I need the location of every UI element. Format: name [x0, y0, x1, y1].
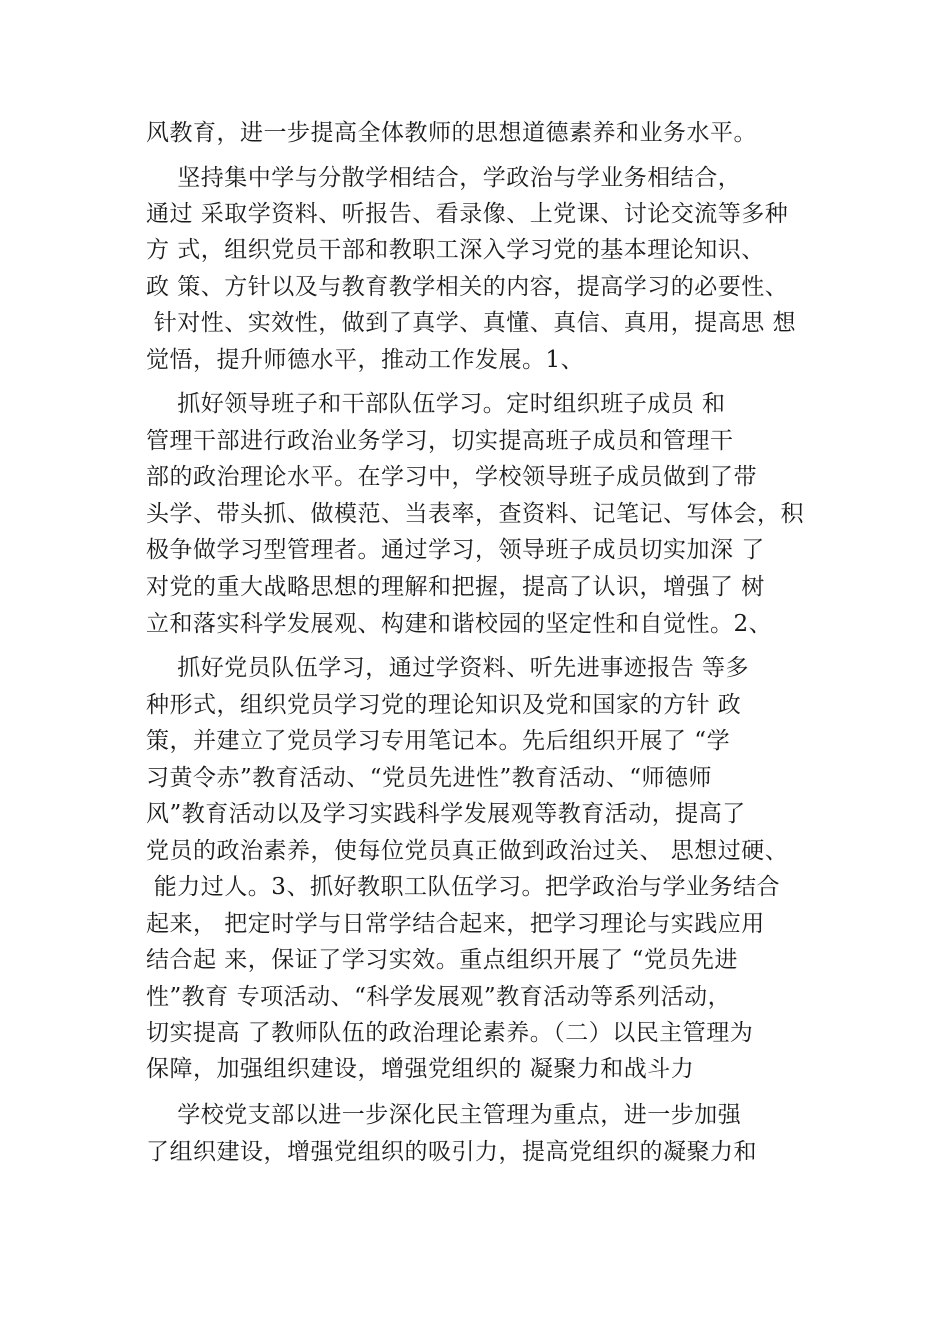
- text-line: 学校党支部以进一步深化民主管理为重点，进一步加强: [146, 1102, 742, 1128]
- text-line: 性”教育 专项活动、“科学发展观”教育活动等系列活动，: [146, 984, 732, 1010]
- text-line: 抓好领导班子和干部队伍学习。定时组织班子成员 和: [146, 391, 726, 417]
- text-line: 了组织建设，增强党组织的吸引力，提高党组织的凝聚力和: [146, 1139, 757, 1165]
- text-line: 能力过人。3、抓好教职工队伍学习。把学政治与学业务结合: [146, 874, 780, 900]
- text-line: 习黄令赤”教育活动、“党员先进性”教育活动、“师德师: [146, 765, 713, 791]
- text-line: 通过 采取学资料、听报告、看录像、上党课、讨论交流等多种: [146, 201, 789, 227]
- text-line: 抓好党员队伍学习，通过学资料、听先进事迹报告 等多: [146, 655, 750, 681]
- text-line: 方 式，组织党员干部和教职工深入学习党的基本理论知识、: [146, 237, 765, 263]
- text-line: 立和落实科学发展观、构建和谐校园的坚定性和自觉性。2、: [146, 611, 773, 637]
- text-line: 切实提高 了教师队伍的政治理论素养。（二）以民主管理为: [146, 1020, 754, 1046]
- text-line: 头学、带头抓、做模范、当表率，查资料、记笔记、写体会，积: [146, 501, 804, 527]
- text-line: 坚持集中学与分散学相结合，学政治与学业务相结合，: [146, 165, 742, 191]
- text-line: 种形式，组织党员学习党的理论知识及党和国家的方针 政: [146, 692, 742, 718]
- text-line: 管理干部进行政治业务学习，切实提高班子成员和管理干: [146, 428, 734, 454]
- text-line: 针对性、实效性，做到了真学、真懂、真信、真用，提高思 想: [146, 310, 797, 336]
- text-line: 风教育，进一步提高全体教师的思想道德素养和业务水平。: [146, 120, 757, 146]
- text-line: 觉悟，提升师德水平，推动工作发展。1、: [146, 347, 585, 373]
- text-line: 起来， 把定时学与日常学结合起来，把学习理论与实践应用: [146, 911, 765, 937]
- text-line: 部的政治理论水平。在学习中，学校领导班子成员做到了带: [146, 464, 757, 490]
- text-line: 策，并建立了党员学习专用笔记本。先后组织开展了 “学: [146, 728, 731, 754]
- text-line: 政 策、方针以及与教育教学相关的内容，提高学习的必要性、: [146, 274, 789, 300]
- text-line: 结合起 来，保证了学习实效。重点组织开展了 “党员先进: [146, 947, 738, 973]
- text-line: 风”教育活动以及学习实践科学发展观等教育活动，提高了: [146, 801, 746, 827]
- text-line: 党员的政治素养，使每位党员真正做到政治过关、 思想过硬、: [146, 838, 789, 864]
- text-line: 保障，加强组织建设，增强党组织的 凝聚力和战斗力: [146, 1056, 695, 1082]
- text-line: 极争做学习型管理者。通过学习，领导班子成员切实加深 了: [146, 537, 765, 563]
- text-line: 对党的重大战略思想的理解和把握，提高了认识，增强了 树: [146, 574, 765, 600]
